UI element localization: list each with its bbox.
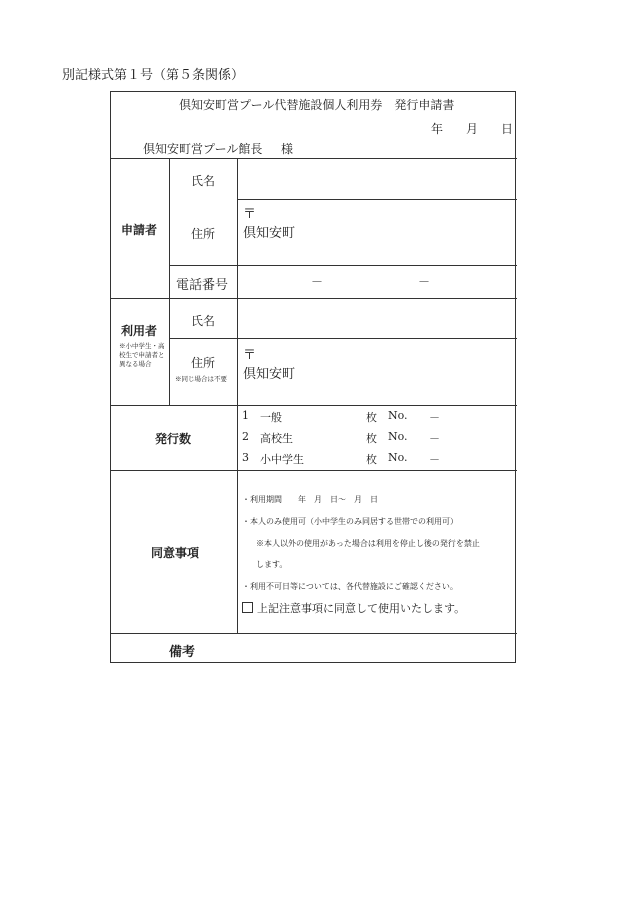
user-address-note: ※同じ場合は不要 [175,375,227,383]
issue-row-no: No. [388,409,408,422]
rule [111,633,517,634]
applicant-name-label: 氏名 [191,174,216,188]
form-number-label: 別記様式第１号（第５条関係） [62,68,245,83]
rule [169,338,517,339]
consent-checkbox-label: 上記注意事項に同意して使用いたします。 [257,602,466,615]
misuse-note-line: ※本人以外の使用があった場合は利用を停止し後の発行を禁止 [256,539,480,548]
applicant-postal-mark: 〒 [243,207,257,222]
date-year: 年 [431,122,444,136]
date-month: 月 [466,122,479,136]
applicant-section-label: 申請者 [121,223,158,237]
issue-row-unit: 枚 [366,453,377,466]
rule [169,265,517,266]
issue-count-label: 発行数 [155,432,192,446]
self-use-line: ・本人のみ使用可（小中学生のみ同居する世帯での利用可） [242,517,458,526]
rule [237,158,238,633]
issue-row-dash: － [429,432,440,445]
consent-checkbox[interactable] [242,602,253,613]
consent-label: 同意事項 [151,546,200,560]
addressee: 倶知安町営プール館長 [143,142,263,156]
honorific: 様 [281,142,294,156]
issue-row-type: 一般 [260,411,282,424]
issue-row-number: 2 [242,430,249,443]
user-section-label: 利用者 [121,324,158,338]
issue-row-dash: － [429,453,440,466]
consent-checkbox-row[interactable] [242,600,465,616]
issue-row-dash: － [429,411,440,424]
user-name-field[interactable] [238,299,516,337]
issue-row-number: 1 [242,409,249,422]
applicant-address-label: 住所 [191,227,216,241]
user-postal-mark: 〒 [243,348,257,363]
rule [237,199,517,200]
remarks-label: 備考 [169,645,196,660]
issue-row-type: 高校生 [260,432,293,445]
user-section-note: ※小中学生・高校生で申請者と異なる場合 [119,342,165,368]
date-day: 日 [501,122,514,136]
phone-separator: － [311,275,324,289]
rule [169,158,170,405]
issue-row-no: No. [388,451,408,464]
user-address-field[interactable]: 倶知安町 [243,367,296,382]
application-form [110,91,516,663]
rule [111,470,517,471]
applicant-address-field[interactable]: 倶知安町 [243,226,296,241]
issue-row-unit: 枚 [366,432,377,445]
applicant-phone-label: 電話番号 [176,278,229,293]
issue-row-number: 3 [242,451,249,464]
user-name-label: 氏名 [191,314,216,328]
form-title: 倶知安町営プール代替施設個人利用券 発行申請書 [179,98,455,112]
phone-separator: － [418,275,431,289]
rule [111,405,517,406]
user-address-label: 住所 [191,356,216,370]
usage-period-line: ・利用期間 年 月 日～ 月 日 [242,495,378,504]
misuse-note-line-cont: します。 [256,560,288,569]
issue-row-no: No. [388,430,408,443]
issue-row-unit: 枚 [366,411,377,424]
issue-row-type: 小中学生 [260,453,304,466]
closed-days-line: ・利用不可日等については、各代替施設にご確認ください。 [242,582,458,591]
applicant-name-field[interactable] [238,159,516,198]
